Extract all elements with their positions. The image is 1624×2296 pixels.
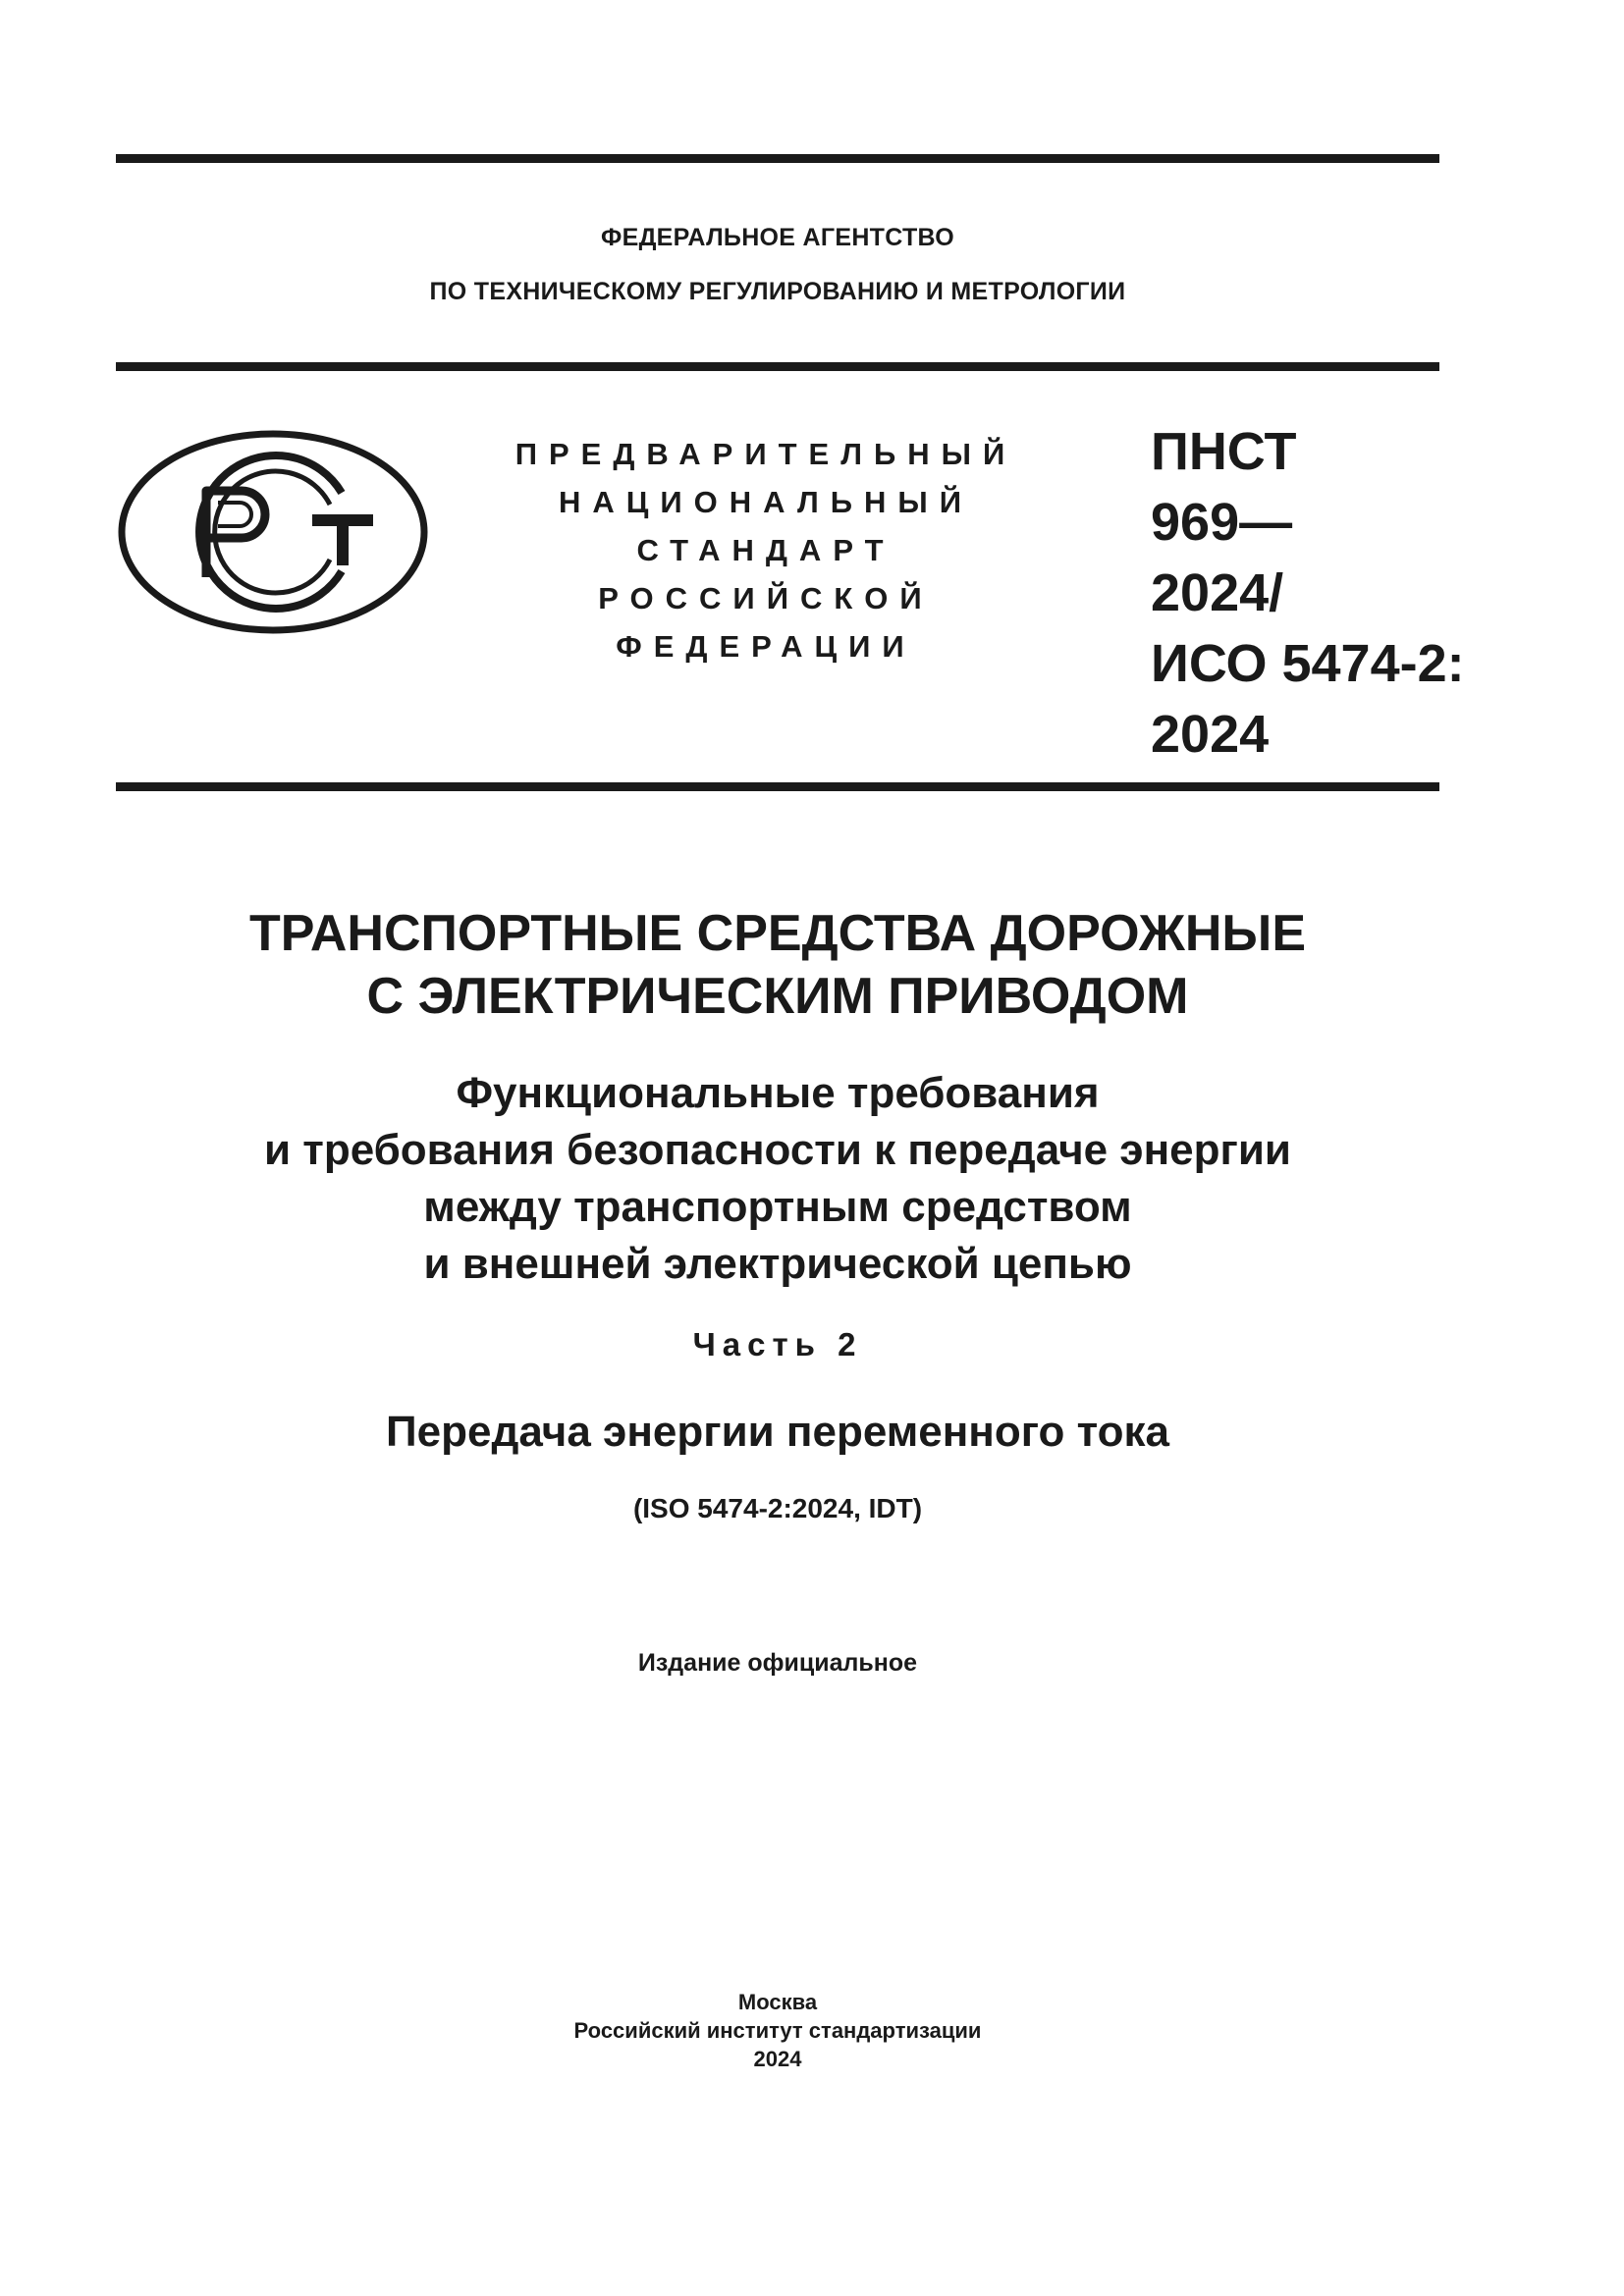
header-bottom-rule xyxy=(116,782,1439,791)
imprint-year: 2024 xyxy=(753,2047,802,2071)
agency-rule xyxy=(116,362,1439,371)
main-title-line-2: С ЭЛЕКТРИЧЕСКИМ ПРИВОДОМ xyxy=(366,968,1189,1025)
subtitle-line-4: и внешней электрической цепью xyxy=(423,1240,1132,1288)
imprint-publisher: Российский институт стандартизации xyxy=(573,2018,982,2043)
designation-line-5: 2024 xyxy=(1151,705,1270,764)
standard-type-line-2: НАЦИОНАЛЬНЫЙ xyxy=(558,485,974,519)
subtitle-line-3: между транспортным средством xyxy=(423,1183,1132,1231)
agency-line-1: ФЕДЕРАЛЬНОЕ АГЕНТСТВО xyxy=(600,224,955,251)
agency-line-2: ПО ТЕХНИЧЕСКОМУ РЕГУЛИРОВАНИЮ И МЕТРОЛОГИИ xyxy=(429,278,1126,305)
standard-type-line-4: РОССИЙСКОЙ xyxy=(598,581,934,615)
standard-type-line-3: СТАНДАРТ xyxy=(636,533,895,567)
part-label: Часть 2 xyxy=(692,1326,863,1362)
part-title: Передача энергии переменного тока xyxy=(386,1408,1169,1456)
subtitle-line-2: и требования безопасности к передаче энергии xyxy=(264,1126,1291,1174)
imprint-city: Москва xyxy=(737,1990,818,2014)
standard-type-line-5: ФЕДЕРАЦИИ xyxy=(616,629,916,664)
gost-r-logo-icon xyxy=(116,428,430,636)
designation-line-2: 969— xyxy=(1151,493,1293,552)
main-title-line-1: ТРАНСПОРТНЫЕ СРЕДСТВА ДОРОЖНЫЕ xyxy=(248,905,1307,962)
subtitle-line-1: Функциональные требования xyxy=(456,1069,1100,1117)
edition-label: Издание официальное xyxy=(637,1649,918,1677)
designation-line-1: ПНСТ xyxy=(1151,422,1297,481)
standard-type-line-1: ПРЕДВАРИТЕЛЬНЫЙ xyxy=(514,437,1017,471)
designation-line-3: 2024/ xyxy=(1151,563,1284,622)
top-rule xyxy=(116,154,1439,163)
iso-reference: (ISO 5474-2:2024, IDT) xyxy=(632,1493,923,1523)
designation-line-4: ИСО 5474-2: xyxy=(1151,634,1465,693)
